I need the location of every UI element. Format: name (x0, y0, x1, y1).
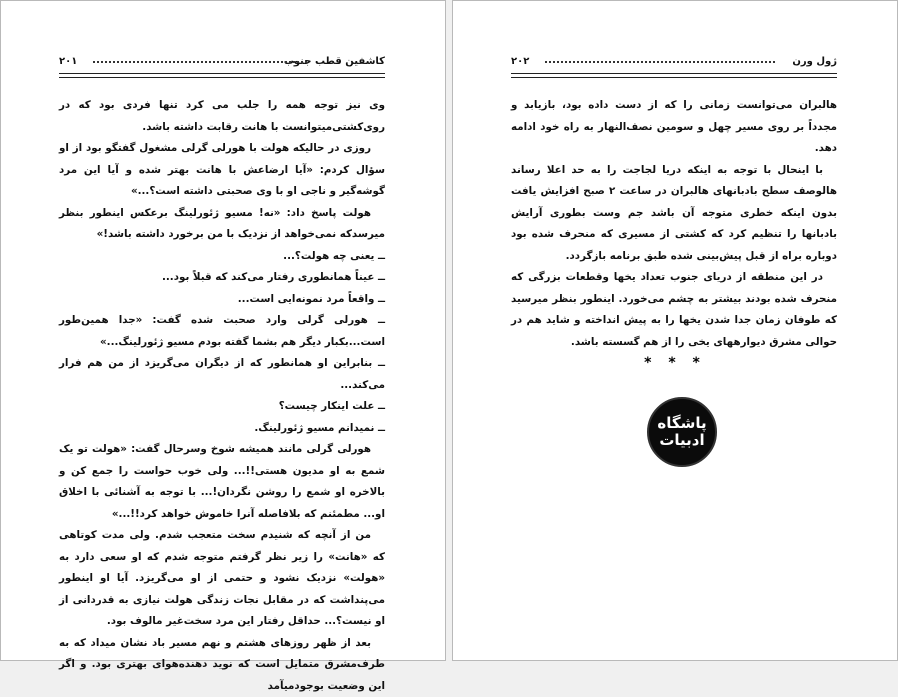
page-number: ۲۰۱ (59, 56, 77, 67)
publisher-logo-seal (647, 397, 717, 467)
dialogue-line: ــ بنابراین او همانطور که از دیگران می‌گریزد از من هم فرار می‌کند... (59, 353, 385, 396)
paragraph: روزی در حالیکه هولت با هورلی گرلی مشغول گفتگو بود از او سؤال کردم: «آیا ارضاعش با هانت بهتر شده و آیا این مرد گوشه‌گیر و ناجی او با وی صحبتی داشته است؟...» (59, 138, 385, 203)
header-double-rule (511, 73, 837, 78)
right-page-body (511, 95, 837, 353)
dialogue-line: ــ عیناً همانطوری رفتار می‌کند که قبلاً بود... (59, 267, 385, 289)
left-page-body (59, 95, 385, 697)
paragraph: بعد از ظهر روزهای هشتم و نهم مسیر باد نشان میداد که به طرف‌مشرق متمایل است که نوید دهنده‌هوای بهتری بود. و اگر این وضعیت بوجود‌میآمد (59, 633, 385, 697)
paragraph: هولت پاسخ داد: «نه! مسیو ژئورلینگ برعکس اینطور بنظر میرسد‌که نمی‌خواهد از نزدیک با من برخورد داشته باشد!» (59, 203, 385, 246)
paragraph: در این منطقه از دریای جنوب تعداد یخها وقطعات بزرگی که منحرف شده بودند بیشتر به چشم می‌خورد. اینطور بنظر میرسید که طوفان زمان جدا شدن یخها را به پیش انداخته و شاید هم در حوالی مشرق دیوارههای یخی را از هم گسسته باشد. (511, 267, 837, 353)
section-separator: * * * (453, 355, 897, 371)
left-page (0, 0, 446, 661)
paragraph: وی نیز توجه همه را جلب می کرد تنها فردی بود که در روی‌کشتی‌میتوانست با هانت رقابت داشته باشد. (59, 95, 385, 138)
dialogue-line: ــ علت اینکار چیست؟ (59, 396, 385, 418)
paragraph: من از آنچه که شنیدم سخت متعجب شدم. ولی مدت کوتاهی که «هانت» را زیر نظر گرفتم متوجه شدم که او سعی دارد به «هولت» نزدیک نشود و حتمی از او می‌گریزد. آیا او اینطور می‌پنداشت که در مقابل نجات زندگی هولت نیازی به قدردانی از او نیست؟... حداقل رفتار این مرد سخت‌غیر مالوف بود. (59, 525, 385, 633)
running-title: کاشفین قطب جنوب (284, 56, 385, 67)
right-page (452, 0, 898, 661)
logo-text-line: پاشگاه (657, 415, 706, 432)
dialogue-line: ــ نمیدانم مسیو ژئورلینگ. (59, 418, 385, 440)
dialogue-line: ــ هورلی گرلی وارد صحبت شده گفت: «جدا همین‌طور است...بکبار دیگر هم بشما گفته بودم مسیو ژئورلینگ...» (59, 310, 385, 353)
dialogue-line: ــ واقعاً مرد نمونه‌ایی است... (59, 289, 385, 311)
header-double-rule (59, 73, 385, 78)
paragraph: هالبران می‌توانست زمانی را که از دست داده بود، بازیابد و مجدداً بر روی مسیر چهل و سومین نصف‌النهار به راه خود ادامه دهد. (511, 95, 837, 160)
logo-text-line: ادبیات (659, 432, 704, 449)
header-dot-leader (545, 61, 775, 63)
paragraph: هورلی گرلی مانند همیشه شوخ وسرحال گفت: «هولت تو یک شمع به او مدیون هستی!!... ولی خوب حواست را جمع کن و بالاخره او شمع را روشن نگردان!... با توجه به آشنائی با اخلاق او... مطمئنم که بلافاصله آنرا خاموش خواهد کرد!!...» (59, 439, 385, 525)
page-number: ۲۰۲ (511, 56, 529, 67)
left-page-header (59, 56, 385, 70)
dialogue-line: ــ یعنی چه هولت؟... (59, 246, 385, 268)
right-page-header (511, 56, 837, 70)
paragraph: با اینحال با توجه به اینکه دریا لجاجت را به حد اعلا رساند هالوصف سطح بادبانهای هالبران در ساعت ۲ صبح افزایش یافت بدون اینکه خطری متوجه آن باشد جم وست بطوری آرایش بادبانها را تنظیم کرد که کشتی از مسیری که منحرف شده بود دوباره براه از قبل پیش‌بینی شده طبق برنامه بازگردد. (511, 160, 837, 268)
running-title: ژول ورن (792, 56, 837, 67)
header-dot-leader (93, 61, 307, 63)
